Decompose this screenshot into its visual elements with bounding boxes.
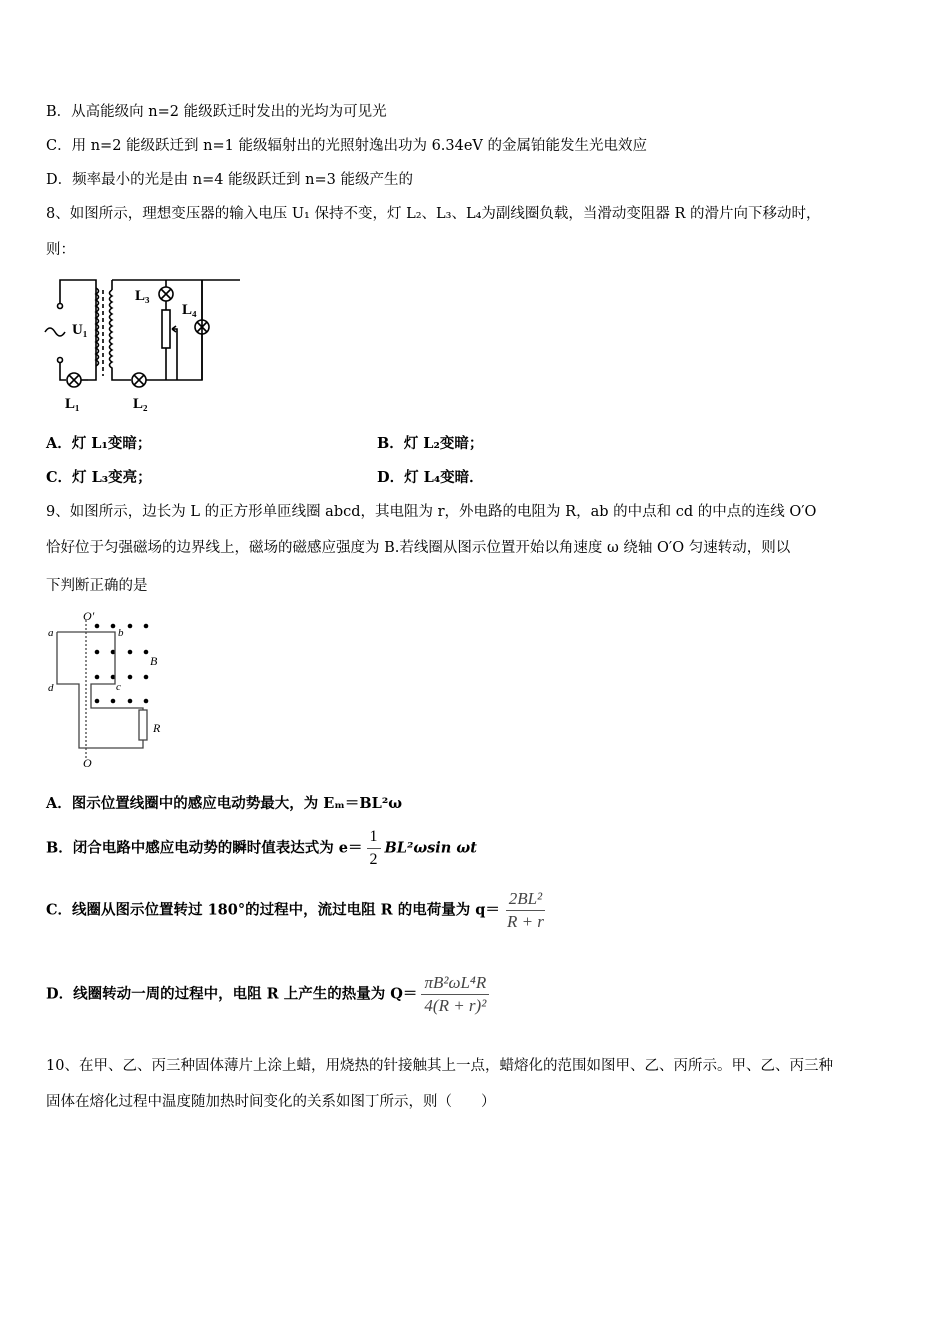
label-r: R	[153, 721, 161, 735]
label-b-field: B	[150, 654, 158, 668]
q9-stem-line2: 恰好位于匀强磁场的边界线上，磁场的磁感应强度为 B.若线圈从图示位置开始以角速度 ω 绕轴 O′O 匀速转动，则以	[46, 540, 791, 556]
fraction-numerator: 2BL²	[506, 888, 545, 911]
q9-option-b	[46, 826, 477, 871]
q8-option-a: A．灯 L₁变暗；	[46, 435, 152, 452]
q9-option-b-expression: BL²ωsin ωt	[384, 839, 477, 857]
q9-coil-figure	[40, 610, 220, 770]
label-d: d	[48, 682, 54, 694]
label-l4: L₄	[182, 302, 197, 318]
label-o-prime: O′	[83, 610, 95, 623]
fraction-numerator: 1	[367, 826, 381, 849]
fraction-denominator: 2	[369, 851, 378, 868]
label-u1: U₁	[72, 322, 88, 338]
q9-option-d	[46, 972, 493, 1017]
fraction-denominator: R + r	[506, 912, 544, 931]
label-l3: L₃	[135, 288, 150, 304]
q9-option-b-text: B．闭合电路中感应电动势的瞬时值表达式为 e＝	[46, 839, 363, 857]
q9-option-a: A．图示位置线圈中的感应电动势最大，为 Eₘ＝BL²ω	[46, 795, 403, 812]
q9-stem-line3: 下判断正确的是	[46, 578, 148, 594]
q8-transformer-circuit-figure	[40, 270, 240, 420]
label-c: c	[116, 681, 121, 693]
q9-option-d-text: D．线圈转动一周的过程中，电阻 R 上产生的热量为 Q＝	[46, 985, 418, 1003]
label-l2: L₂	[133, 396, 148, 412]
q7-option-d: D．频率最小的光是由 n=4 能级跃迁到 n=3 能级产生的	[46, 172, 413, 188]
q10-stem-line2: 固体在熔化过程中温度随加热时间变化的关系如图丁所示，则（ ）	[46, 1094, 496, 1110]
q9-option-c-text: C．线圈从图示位置转过 180°的过程中，流过电阻 R 的电荷量为 q＝	[46, 901, 500, 919]
label-b: b	[118, 627, 124, 639]
label-l1: L₁	[65, 396, 80, 412]
q9-stem-line1: 9、如图所示，边长为 L 的正方形单匝线圈 abcd，其电阻为 r，外电路的电阻为 R，ab 的中点和 cd 的中点的连线 O′O	[46, 504, 817, 520]
q7-option-b: B．从高能级向 n=2 能级跃迁时发出的光均为可见光	[46, 104, 387, 120]
q9-option-c	[46, 888, 551, 933]
rheostat-icon	[162, 310, 170, 348]
q8-stem-line1: 8、如图所示，理想变压器的输入电压 U₁ 保持不变，灯 L₂、L₃、L₄为副线圈负载，当滑动变阻器 R 的滑片向下移动时，	[46, 206, 821, 222]
label-a: a	[48, 627, 54, 639]
q8-stem-line2: 则：	[46, 242, 75, 258]
q10-stem-line1: 10、在甲、乙、丙三种固体薄片上涂上蜡，用烧热的针接触其上一点，蜡熔化的范围如图甲、乙、丙所示。甲、乙、丙三种	[46, 1058, 833, 1074]
fraction-numerator: πB²ωL⁴R	[421, 972, 489, 995]
fraction-denominator: 4(R + r)²	[424, 996, 487, 1015]
q8-option-b: B．灯 L₂变暗；	[377, 435, 484, 452]
q7-option-c: C．用 n=2 能级跃迁到 n=1 能级辐射出的光照射逸出功为 6.34eV 的金属铂能发生光电效应	[46, 138, 648, 154]
q8-option-d: D．灯 L₄变暗．	[377, 469, 484, 486]
label-o: O	[83, 756, 92, 770]
q8-option-c: C．灯 L₃变亮；	[46, 469, 152, 486]
